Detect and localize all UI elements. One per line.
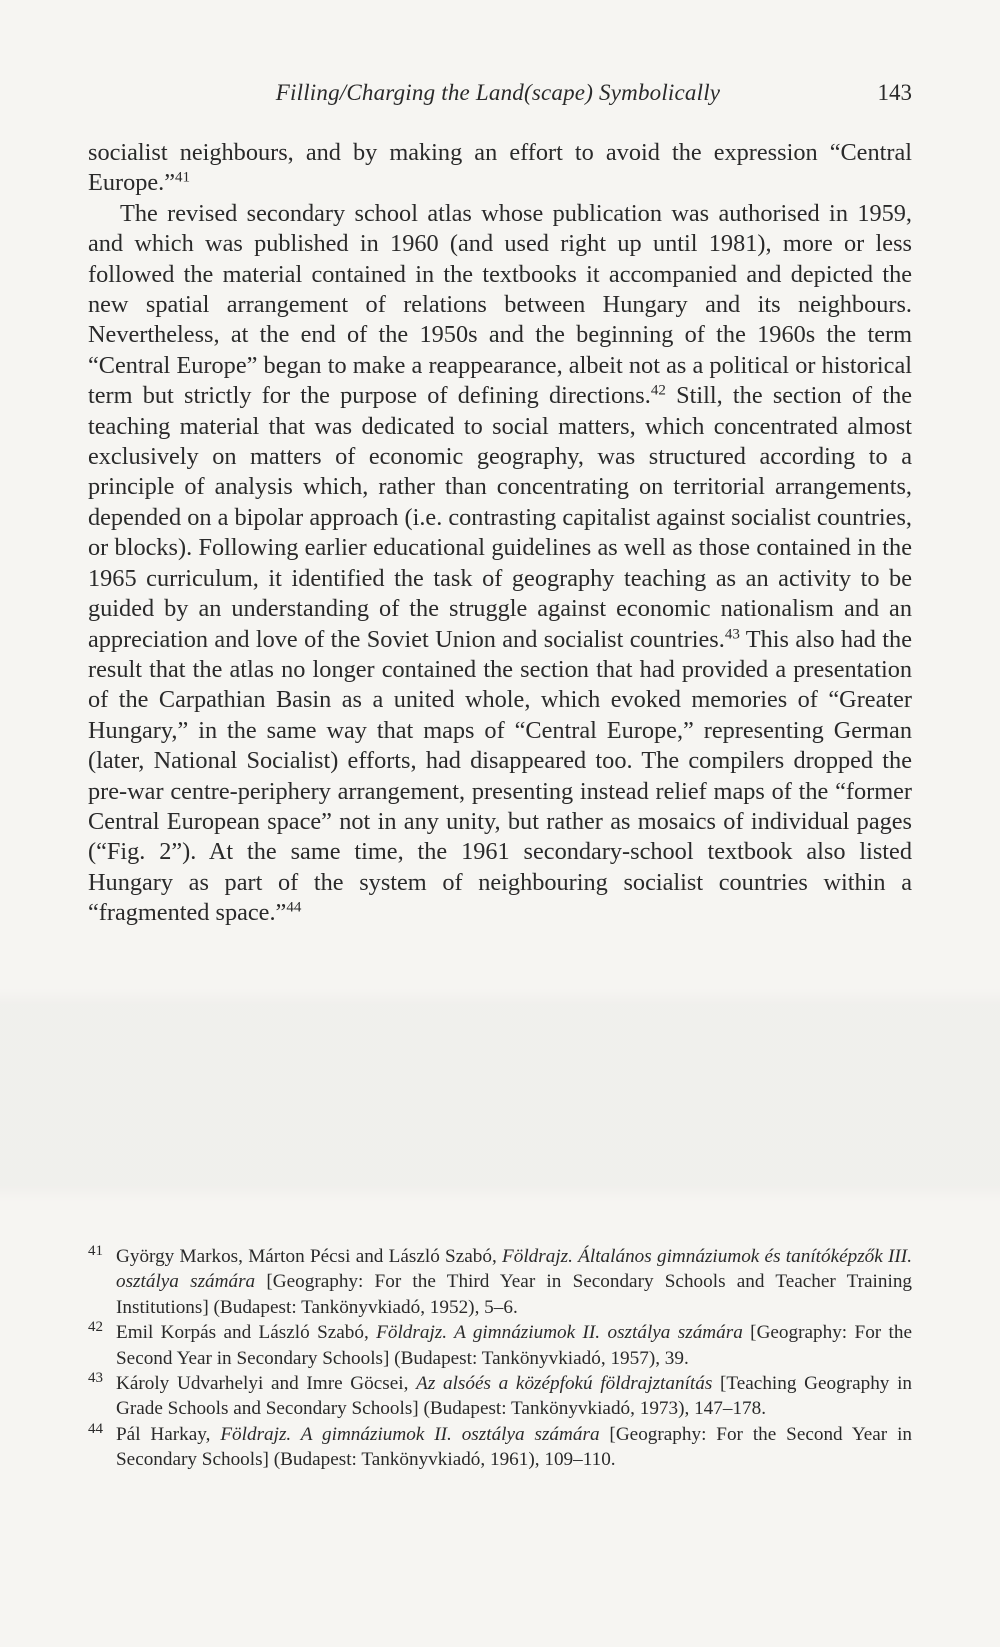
footnote-number: 44: [88, 1420, 103, 1437]
footnote-text: [Geography: For the Second Year in Secondary Schools] (Budapest: Tankönyvkiadó, 1961), 109–110.: [116, 1423, 913, 1471]
footnote-text: György Markos, Márton Pécsi and László Szabó,: [116, 1246, 503, 1267]
footnote-reference: 42: [650, 382, 666, 399]
body-text-run: socialist neighbours, and by making an effort to avoid the expression “Central Europe.”: [88, 139, 912, 197]
body-paragraph: [88, 199, 912, 929]
footnote-reference: 41: [175, 170, 191, 187]
footnote: [88, 1244, 912, 1320]
footnote-number: 41: [88, 1243, 103, 1259]
body-paragraph: [88, 138, 912, 199]
body-text-run: Still, the section of the teaching material that was dedicated to social matters, which concentrated almost exclusively on matters of economic geography, was structured according to a principle of analysis which, rather than concentrating on territorial arrangements, depended on a bipolar approach (i.e. contrasting capitalist against socialist countries, or blocks). Following earlier educational guidelines as well as those contained in the 1965 curriculum, it identified the task of geography teaching as an activity to be guided by an understanding of the struggle against economic nationalism and an appreciation and love of the Soviet Union and socialist countries.: [88, 382, 912, 653]
footnote-title: Földrajz. A gimnáziumok II. osztálya számára: [220, 1423, 600, 1445]
footnote-reference: 44: [286, 899, 302, 916]
running-head: [84, 78, 912, 112]
running-title: Filling/Charging the Land(scape) Symbolically: [275, 80, 721, 105]
footnote-title: Földrajz. A gimnáziumok II. osztálya számára: [376, 1322, 743, 1344]
footnote-text: [Teaching Geography in Grade Schools and Secondary Schools] (Budapest: Tankönyvkiadó, 1973), 147–178.: [116, 1373, 913, 1420]
footnote-text: Emil Korpás and László Szabó,: [116, 1322, 377, 1344]
footnote: [88, 1320, 912, 1371]
footnote-title: Földrajz. Általános gimnáziumok és tanítóképzők III. osztálya számára: [116, 1246, 912, 1293]
footnote: [88, 1422, 912, 1473]
footnote-text: Pál Harkay,: [116, 1423, 221, 1445]
footnote-number: 43: [88, 1370, 103, 1387]
body-text: [88, 138, 912, 929]
footnote-text: Károly Udvarhelyi and Imre Göcsei,: [116, 1373, 417, 1395]
body-text-run: This also had the result that the atlas no longer contained the section that had provided a presentation of the Carpathian Basin as a united whole, which evoked memories of “Greater Hungary,” in the same way that maps of “Central Europe,” representing German (later, National Socialist) efforts, had disappeared too. The compilers dropped the pre-war centre-periphery arrangement, presenting instead relief maps of the “former Central European space” not in any unity, but rather as mosaics of individual pages (“Fig. 2”). At the same time, the 1961 secondary-school textbook also listed Hungary as part of the system of neighbouring socialist countries within a “fragmented space.”: [88, 625, 912, 927]
footnote-text: [Geography: For the Second Year in Secondary Schools] (Budapest: Tankönyvkiadó, 1957), 39.: [116, 1322, 912, 1369]
footnote-number: 42: [88, 1319, 103, 1336]
footnote: [88, 1371, 912, 1422]
footnote-reference: 43: [724, 626, 740, 643]
footnotes: [88, 1244, 912, 1473]
footnote-title: Az alsóés a középfokú földrajztanítás: [416, 1373, 713, 1395]
body-text-run: The revised secondary school atlas whose publication was authorised in 1959, and which was published in 1960 (and used right up until 1981), more or less followed the material contained in the textbooks it accompanied and depicted the new spatial arrangement of relations between Hungary and its neighbours. Nevertheless, at the end of the 1950s and the beginning of the 1960s the term “Central Europe” began to make a reappearance, albeit not as a political or historical term but strictly for the purpose of defining directions.: [88, 199, 912, 410]
page-number: 143: [877, 80, 912, 105]
footnote-text: [Geography: For the Third Year in Secondary Schools and Teacher Training Institutions] (Budapest: Tankönyvkiadó, 1952), 5–6.: [116, 1271, 913, 1318]
